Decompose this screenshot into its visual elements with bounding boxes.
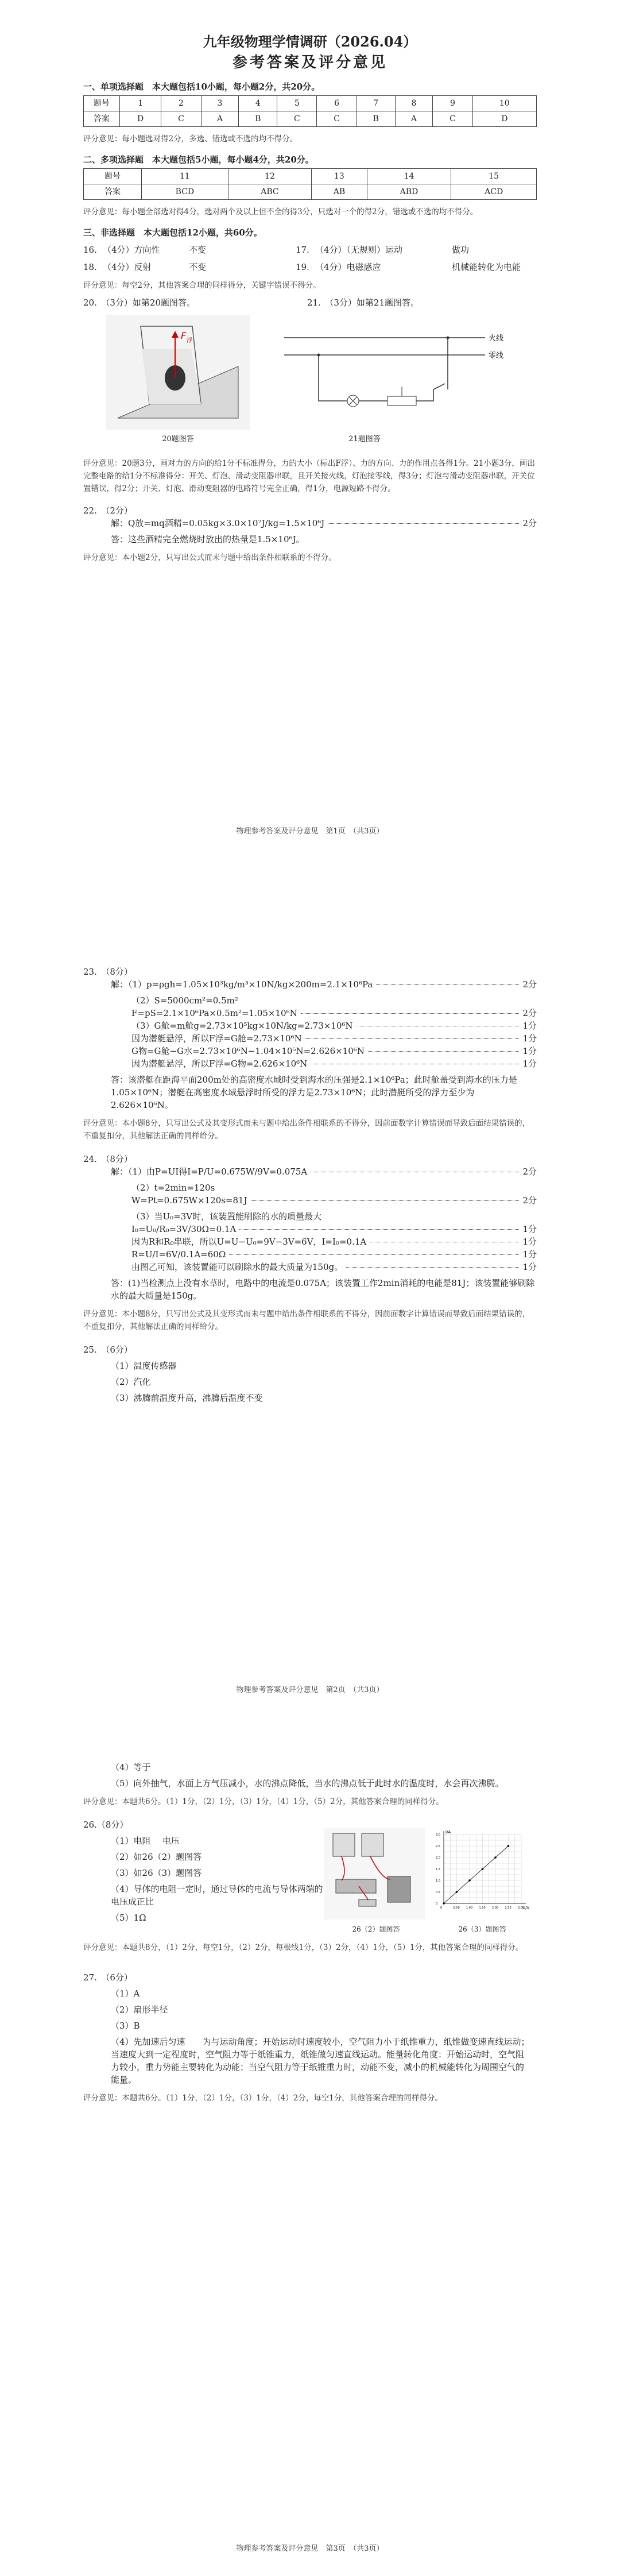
q26-block xyxy=(83,1831,537,1936)
answer-cell: C xyxy=(161,111,201,127)
formula-text: I₀=U₀/R₀=3V/30Ω=0.1A xyxy=(131,1224,237,1234)
formula-text: W=Pt=0.675W×120s=81J xyxy=(131,1195,247,1206)
section2-answer-table xyxy=(83,168,537,200)
answer-text: （1）电阻 xyxy=(111,1836,151,1846)
q25-line: （3）沸腾前温度升高，沸腾后温度不变 xyxy=(111,1393,263,1403)
question-cell: 9 xyxy=(433,96,472,111)
formula-text: 因为R和R₀串联，所以U=U−U₀=9V−3V=6V，I=I₀=0.1A xyxy=(131,1237,367,1247)
question-cell: 4 xyxy=(239,96,277,111)
q23-line: （2）S=5000cm²=0.5m² xyxy=(131,995,238,1006)
q23-line xyxy=(83,1032,537,1045)
q24-line xyxy=(83,1235,537,1248)
q26-line xyxy=(83,1835,324,1847)
junction-dot xyxy=(317,354,320,357)
q18-19-row xyxy=(83,261,537,273)
figure-21-caption: 21题图答 xyxy=(348,435,381,443)
q23-line xyxy=(83,978,537,991)
q24-line: （2）t=2min=120s xyxy=(131,1183,215,1193)
leader-dots xyxy=(368,1051,520,1052)
answer-cell: AB xyxy=(312,184,367,200)
q24-answer: 答：(1)当检测点上没有水草时，电路中的电流是0.075A；该装置工作2min消耗的电能是81J；该装置能够刷除水的最大质量是150g。 xyxy=(111,1278,535,1301)
force-subscript: 浮 xyxy=(187,338,192,344)
q16-answer-2: 不变 xyxy=(189,245,207,255)
figure-26-2 xyxy=(324,1828,428,1936)
q23-line xyxy=(83,1019,537,1032)
table-row xyxy=(84,111,537,127)
q24-note: 评分意见：本小题8分，只写出公式及其变形式而未与题中给出条件相联系的不得分，因前面数字计算错误而导致后面结果错误的，不重复扣分，其他解法正确的同样给分。 xyxy=(83,1310,530,1331)
answer-cell: D xyxy=(472,111,536,127)
question-cell: 6 xyxy=(317,96,356,111)
data-point xyxy=(482,1868,484,1870)
answer-cell: ACD xyxy=(451,184,537,200)
score-text: 2分 xyxy=(522,1008,537,1018)
answer-cell: ABD xyxy=(367,184,451,200)
circuit-photo-drawing xyxy=(324,1828,425,1920)
leader-dots xyxy=(376,984,519,985)
q23-line xyxy=(83,1057,537,1070)
q23-line xyxy=(83,1007,537,1019)
row-label: 答案 xyxy=(84,184,142,200)
junction-dot xyxy=(447,337,450,339)
rheostat-icon xyxy=(336,1879,376,1893)
leader-dots xyxy=(251,1200,520,1201)
q23-line xyxy=(83,1045,537,1057)
answer-cell: A xyxy=(395,111,433,127)
q26-line: （3）如26（3）题图答 xyxy=(111,1868,202,1878)
q24-line xyxy=(83,1248,537,1261)
answer-cell: B xyxy=(239,111,277,127)
leader-dots xyxy=(305,1038,520,1039)
q22-line-1 xyxy=(83,517,537,530)
page-3-footer: 物理参考答案及评分意见 第3页 （共3页） xyxy=(236,2544,384,2553)
exam-title: 九年级物理学情调研（2026.04） xyxy=(203,33,417,50)
q24-line xyxy=(83,1223,537,1235)
x-tick-label: 1.00 xyxy=(466,1906,473,1910)
answer-cell: C xyxy=(433,111,472,127)
page-1-content xyxy=(83,0,537,564)
q27-note: 评分意见：本题共6分。（1）1分，（2）1分，（3）1分，（4）2分，每空1分，其他答案合理的同样得分。 xyxy=(83,2094,443,2103)
q17-answer-2: 做功 xyxy=(452,245,470,255)
data-point xyxy=(456,1891,458,1893)
q-number: 18. xyxy=(83,262,97,272)
question-cell: 7 xyxy=(356,96,395,111)
score-text: 1分 xyxy=(522,1249,537,1260)
q20-text: 20. （3分）如第20题图答。 xyxy=(83,298,195,308)
x-tick-label: 3.00 xyxy=(518,1906,525,1910)
y-tick-label: 1.5 xyxy=(436,1868,440,1871)
figure-21-drawing xyxy=(273,315,520,430)
figure-20-caption: 20题图答 xyxy=(162,435,194,443)
leader-dots xyxy=(229,1254,519,1255)
data-point xyxy=(507,1845,510,1847)
exam-subtitle: 参考答案及评分意见 xyxy=(232,54,388,71)
x-tick-label: 1.50 xyxy=(479,1906,486,1910)
score-text: 1分 xyxy=(522,1033,537,1044)
figure-26-2-caption: 26（2）题图答 xyxy=(352,1925,400,1933)
q26-heading: 26.（8分） xyxy=(83,1820,129,1830)
answer-cell: BCD xyxy=(142,184,228,200)
q20-21-row xyxy=(83,296,537,309)
score-text: 1分 xyxy=(522,1237,537,1247)
section2-note: 评分意见：每小题全部选对得4分，选对两个及以上但不全的得3分，只选对一个的得2分，错选或不选的均不得分。 xyxy=(83,207,478,217)
score-text: 2分 xyxy=(522,1195,537,1206)
q-number: 19. xyxy=(296,262,309,272)
data-point xyxy=(443,1902,445,1905)
y-tick-label: 0.5 xyxy=(436,1891,440,1894)
formula-text: 由图乙可知，该装置能可以刷除水的最大质量为150g。 xyxy=(131,1262,343,1272)
q18-answer-2: 不变 xyxy=(189,262,207,272)
score-text: 2分 xyxy=(522,518,537,528)
formula-text: （3）G舱=m舱g=2.73×10⁵kg×10N/kg=2.73×10⁶N xyxy=(131,1021,353,1031)
q16-17-row xyxy=(83,244,537,256)
q26-line: （2）如26（2）题图答 xyxy=(111,1852,202,1862)
question-cell: 11 xyxy=(142,169,228,184)
score-text: 1分 xyxy=(522,1224,537,1234)
score-text: 1分 xyxy=(522,1046,537,1056)
page-3-content xyxy=(83,1758,537,2104)
x-axis-label: U/V xyxy=(522,1906,530,1910)
figure-20 xyxy=(106,315,273,447)
force-label: F xyxy=(181,330,187,341)
formula-text: 解：Q放=mq酒精=0.05kg×3.0×10⁷J/kg=1.5×10⁶J xyxy=(111,518,325,528)
formula-text: F=pS=2.1×10⁶Pa×0.5m²=1.05×10⁶N xyxy=(131,1008,297,1018)
y-tick-label: 3.0 xyxy=(436,1833,440,1837)
q22-note: 评分意见：本小题2分，只写出公式而未与题中给出条件相联系的不得分。 xyxy=(83,553,336,562)
formula-text: G物=G舱−G水=2.73×10⁶N−1.04×10⁵N=2.626×10⁶N xyxy=(131,1046,365,1056)
answer-text: 电压 xyxy=(162,1836,180,1846)
leader-dots xyxy=(239,1229,519,1230)
q27-line: （2）扇形半径 xyxy=(111,2005,168,2015)
voltmeter-icon xyxy=(362,1833,383,1856)
question-cell: 15 xyxy=(451,169,537,184)
score-text: 1分 xyxy=(522,1021,537,1031)
formula-text: 解：（1）由P=UI得I=P/U=0.675W/9V=0.075A xyxy=(111,1167,308,1177)
resistor-icon xyxy=(359,1899,376,1906)
data-point xyxy=(494,1856,497,1859)
leader-dots xyxy=(346,1267,519,1268)
live-wire-label: 火线 xyxy=(489,334,504,343)
q16-answer-1: （4分）方向性 xyxy=(103,245,160,255)
page-1-footer: 物理参考答案及评分意见 第1页 （共3页） xyxy=(236,827,384,836)
q-number: 17. xyxy=(296,245,309,255)
q24-heading: 24. （8分） xyxy=(83,1154,133,1164)
question-cell: 5 xyxy=(277,96,317,111)
formula-text: 解：（1）p=ρgh=1.05×10³kg/m³×10N/kg×200m=2.1×10⁶Pa xyxy=(111,979,373,990)
answer-cell: C xyxy=(277,111,317,127)
section1-answer-table xyxy=(83,95,537,127)
leader-dots xyxy=(301,1013,520,1014)
q26-line: （4）导体的电阻一定时，通过导体的电流与导体两端的电压成正比 xyxy=(111,1884,323,1907)
page-1 xyxy=(0,0,620,859)
switch-icon xyxy=(416,384,445,401)
q26-note: 评分意见：本题共8分，（1）2分，每空1分，（2）2分，每根线1分，（3）2分，（4）1分，（5）1分，其他答案合理的同样得分。 xyxy=(83,1943,524,1952)
circuit-wire xyxy=(319,355,347,401)
x-tick-label: 0 xyxy=(440,1906,443,1910)
y-tick-label: 2.5 xyxy=(436,1845,440,1848)
section3-heading: 三、非选择题 本大题包括12小题，共60分。 xyxy=(83,227,262,238)
fill-blank-note: 评分意见：每空2分，其他答案合理的同样得分，关键字错误不得分。 xyxy=(83,281,321,290)
question-cell: 12 xyxy=(228,169,312,184)
question-cell: 13 xyxy=(312,169,367,184)
question-cell: 14 xyxy=(367,169,451,184)
leader-dots xyxy=(328,523,519,524)
q19-answer-2: 机械能转化为电能 xyxy=(452,262,521,272)
q27-line: （1）A xyxy=(111,1988,140,1999)
row-label: 题号 xyxy=(84,96,120,111)
y-tick-label: 2.0 xyxy=(436,1856,440,1860)
q24-line xyxy=(83,1165,537,1178)
x-tick-label: 2.50 xyxy=(505,1906,512,1910)
q21-text: 21. （3分）如第21题图答。 xyxy=(307,298,419,308)
formula-text: 因为潜艇悬浮，所以F浮=G物=2.626×10⁶N xyxy=(131,1059,308,1069)
rheostat-icon xyxy=(388,396,416,405)
score-text: 1分 xyxy=(522,1059,537,1069)
q26-line: （5）1Ω xyxy=(111,1913,146,1923)
formula-text: R=U/I=6V/0.1A=60Ω xyxy=(131,1249,226,1260)
table-row xyxy=(84,96,537,111)
answer-cell: C xyxy=(317,111,356,127)
q19-answer-1: （4分）电磁感应 xyxy=(315,262,381,272)
page-2-content xyxy=(83,962,537,1404)
x-tick-label: 0.50 xyxy=(453,1906,460,1910)
question-cell: 10 xyxy=(472,96,536,111)
score-text: 1分 xyxy=(522,1262,537,1272)
row-label: 题号 xyxy=(84,169,142,184)
formula-text: 因为潜艇悬浮，所以F浮=G舱=2.73×10⁶N xyxy=(131,1033,302,1044)
neutral-wire-label: 零线 xyxy=(489,352,504,360)
q23-heading: 23. （8分） xyxy=(83,967,133,977)
page-3 xyxy=(0,1717,620,2576)
answer-cell: ABC xyxy=(228,184,312,200)
q25-line: （1）温度传感器 xyxy=(111,1361,177,1371)
page-2 xyxy=(0,859,620,1717)
question-cell: 3 xyxy=(201,96,239,111)
figure-20-drawing xyxy=(106,315,250,430)
q27-line: （4）先加速后匀速 为与运动角度；开始运动时速度较小，空气阻力小于纸锥重力，纸锥做变速直线运动；当速度大到一定程度时，空气阻力等于纸锥重力，纸锥做匀速直线运动。能量转化角度：开始运动时，空气阻力较小，重力势能主要转化为动能；当空气阻力等于纸锥重力时，动能不变，减小的机械能转化为周围空气的能量。 xyxy=(111,2037,530,2085)
section1-heading: 一、单项选择题 本大题包括10小题，每小题2分，共20分。 xyxy=(83,82,320,92)
figure-26-3-caption: 26（3）题图答 xyxy=(458,1925,506,1933)
y-axis-label: I/A xyxy=(445,1830,451,1835)
score-text: 2分 xyxy=(522,1167,537,1177)
q25-line: （2）汽化 xyxy=(111,1377,151,1387)
q25-line: （4）等于 xyxy=(111,1762,151,1772)
figures-row xyxy=(83,315,537,447)
answer-cell: B xyxy=(356,111,395,127)
q23-note: 评分意见：本小题8分，只写出公式及其变形式而未与题中给出条件相联系的不得分，因前面数字计算错误而导致后面结果错误的，不重复扣分，其他解法正确的同样给分。 xyxy=(83,1119,530,1141)
q22-answer: 答：这些酒精完全燃烧时放出的热量是1.5×10⁶J。 xyxy=(111,534,305,544)
section1-note: 评分意见：每小题选对得2分，多选、错选或不选的均不得分。 xyxy=(83,134,298,144)
q25-note: 评分意见：本题共6分。（1）1分，（2）1分，（3）1分，（4）1分，（5）2分，其他答案合理的同样得分。 xyxy=(83,1797,444,1806)
table-row xyxy=(84,184,537,200)
figure-21 xyxy=(273,315,525,447)
y-tick-label: 1.0 xyxy=(436,1879,440,1883)
q27-line: （3）B xyxy=(111,2021,140,2031)
q17-answer-1: （4分）（无规则）运动 xyxy=(315,245,403,255)
question-cell: 8 xyxy=(395,96,433,111)
x-tick-label: 2.00 xyxy=(492,1906,499,1910)
figure-note: 评分意见：20题3分，画对力的方向的给1分不标准得分，力的大小（标出F浮）、力的方向、力的作用点各得1分。21小题3分，画出完整电路的给1分不标准得分：开关、灯泡、滑动变阻器串联，且开关接火线，灯泡接零线，得3分；灯泡与滑动变阻器串联，开关位置错误，得2分；开关、灯泡、滑动变阻器的电路符号完全正确，得1分，电源短路不得分。 xyxy=(83,459,535,493)
question-cell: 2 xyxy=(161,96,201,111)
q27-heading: 27. （6分） xyxy=(83,1972,133,1983)
question-cell: 1 xyxy=(120,96,161,111)
battery-icon xyxy=(388,1876,410,1902)
row-label: 答案 xyxy=(84,111,120,127)
iv-chart xyxy=(428,1828,534,1920)
q25-heading: 25. （6分） xyxy=(83,1345,133,1355)
q23-answer: 答：该潜艇在距海平面200m处的高密度水域时受到海水的压强是2.1×10⁶Pa；此时舱盖受到海水的压力是1.05×10⁶N；潜艇在高密度水域悬浮时所受的浮力是2.73×10⁶N；此时潜艇所受的浮力至少为2.626×10⁶N。 xyxy=(111,1075,517,1110)
page-2-footer: 物理参考答案及评分意见 第2页 （共3页） xyxy=(236,1686,384,1694)
table-row xyxy=(84,169,537,184)
ammeter-icon xyxy=(333,1833,355,1856)
q24-line xyxy=(83,1194,537,1207)
data-point xyxy=(468,1879,471,1882)
q25-line: （5）向外抽气，水面上方气压减小，水的沸点降低，当水的沸点低于此时水的温度时，水会再次沸腾。 xyxy=(111,1778,504,1789)
q-number: 16. xyxy=(83,245,97,255)
score-text: 2分 xyxy=(522,979,537,990)
figure-26-3 xyxy=(428,1828,537,1936)
q26-answers xyxy=(83,1831,324,1936)
section2-heading: 二、多项选择题 本大题包括5小题，每小题4分，共20分。 xyxy=(83,155,314,165)
q18-answer-1: （4分）反射 xyxy=(103,262,152,272)
answer-cell: D xyxy=(120,111,161,127)
y-tick-label: 0 xyxy=(436,1902,438,1906)
q22-heading: 22. （2分） xyxy=(83,505,133,516)
q24-line: （3）当U₀=3V时，该装置能刷除的水的质量最大 xyxy=(131,1211,322,1222)
answer-cell: A xyxy=(201,111,239,127)
q24-line xyxy=(83,1261,537,1273)
